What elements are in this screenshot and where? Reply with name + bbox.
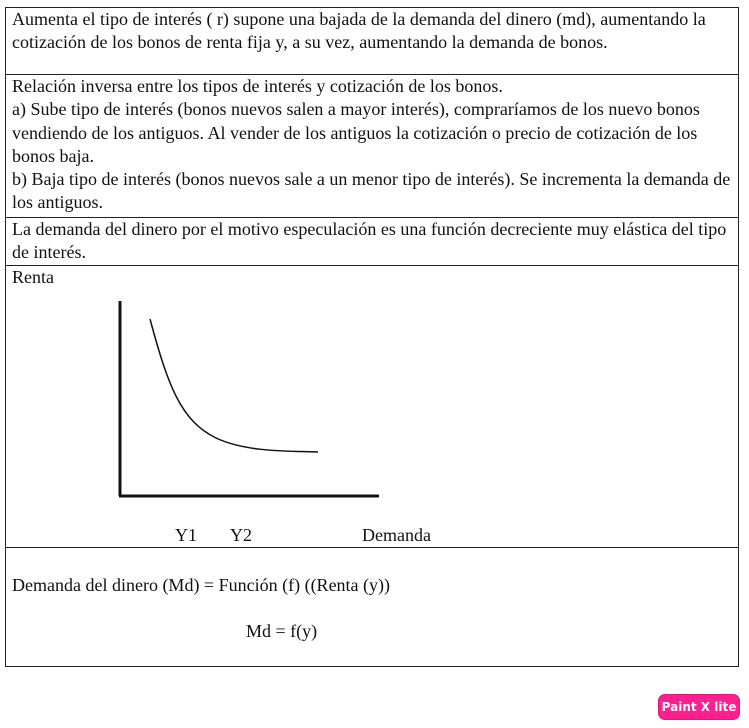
table-row-formula (6, 548, 738, 666)
row2-line1: Relación inversa entre los tipos de interés y cotización de los bonos. (12, 76, 503, 96)
row2-line2: a) Sube tipo de interés (bonos nuevos salen a mayor interés), compraríamos de los nuevo bonos vendiendo de los antiguos. Al vender de los antiguos la cotización o precio de cotización de los bonos baja. (12, 99, 700, 166)
y-axis-label: Renta (12, 267, 54, 287)
x-axis-label: Demanda (362, 525, 431, 545)
table-row-graph (6, 266, 738, 548)
formula-line2: Md = f(y) (246, 621, 318, 641)
table-row-interest-increase (6, 8, 738, 75)
row2-line3: b) Baja tipo de interés (bonos nuevos sale a un menor tipo de interés). Se incrementa la demanda de los antiguos. (12, 169, 731, 213)
row1-text: Aumenta el tipo de interés ( r) supone una bajada de la demanda del dinero (md), aumentando la cotización de los bonos de renta fija y, a su vez, aumentando la demanda de bonos. (12, 9, 706, 53)
content-table (5, 7, 739, 667)
paint-x-lite-badge[interactable]: Paint X lite (659, 695, 739, 719)
table-row-speculation-demand (6, 218, 738, 266)
row3-text: La demanda del dinero por el motivo especulación es una función decreciente muy elástica del tipo de interés. (12, 219, 727, 263)
tick-y2: Y2 (230, 525, 252, 545)
formula-line1: Demanda del dinero (Md) = Función (f) ((Renta (y)) (12, 575, 391, 595)
table-row-inverse-relation (6, 75, 738, 218)
demand-curve-graph (6, 266, 738, 548)
demand-curve (150, 319, 318, 452)
tick-y1: Y1 (175, 525, 197, 545)
